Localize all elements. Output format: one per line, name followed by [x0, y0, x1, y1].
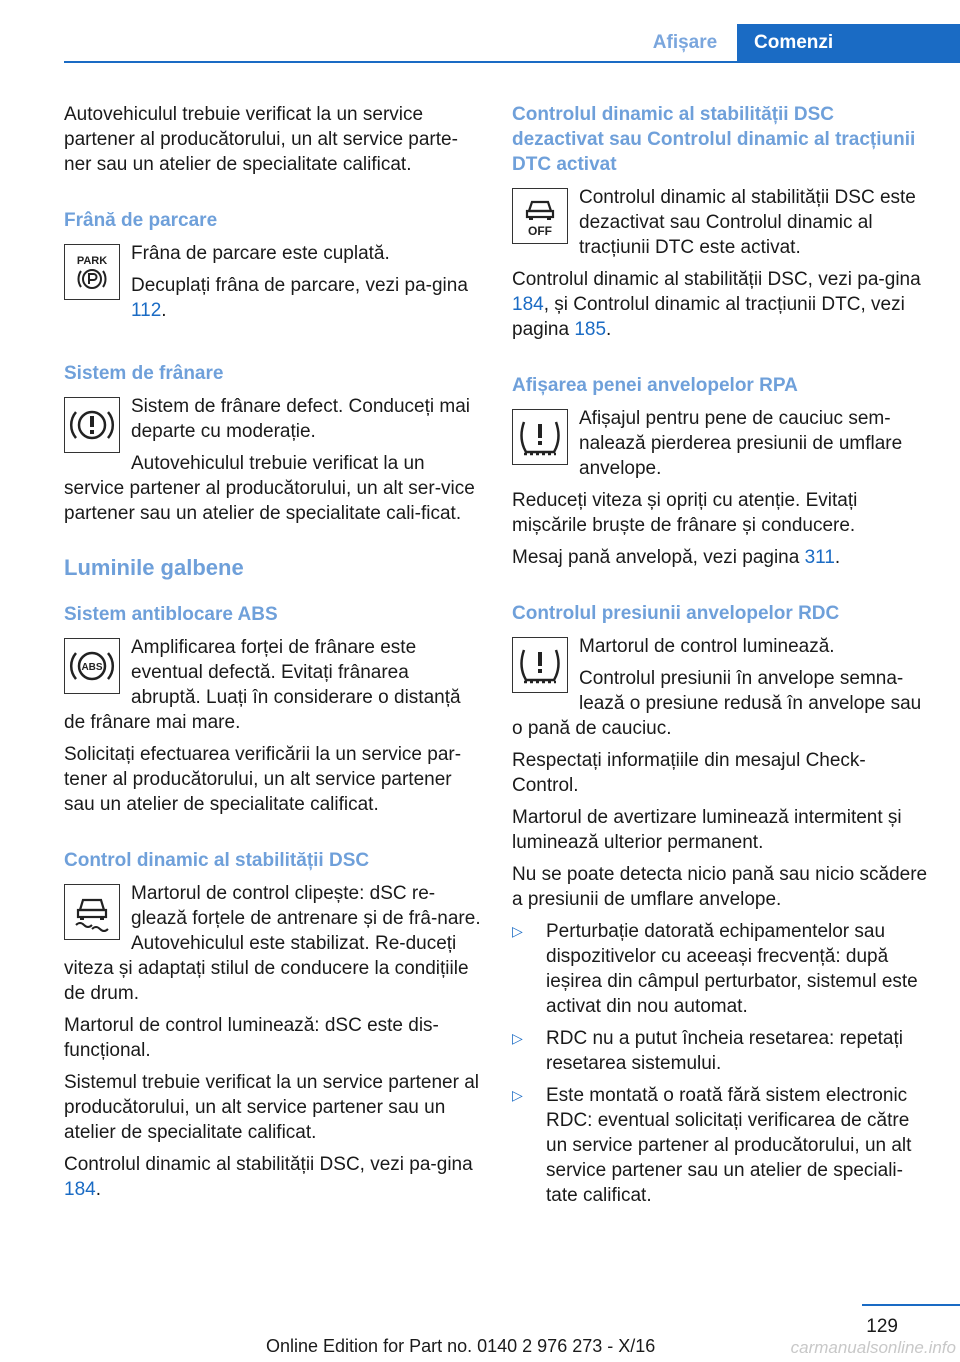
dsc-text-3: Sistemul trebuie verificat la un service partener al producătorului, un alt service partener sau un atelier de specialitate calificat. — [64, 1072, 480, 1143]
header-rule — [64, 61, 960, 63]
dsc-text-2: Martorul de control luminează: dSC este dis‐funcțional. — [64, 1015, 439, 1061]
park-text-1: Frâna de parcare este cuplată. — [131, 243, 390, 264]
header-tab-afisare[interactable]: Afișare — [652, 32, 718, 53]
page-link-112[interactable]: 112 — [131, 300, 162, 321]
abs-icon — [64, 638, 120, 694]
page-number: 129 — [866, 1316, 898, 1337]
park-text-2: Decuplați frâna de parcare, vezi pa‐gina 112. — [131, 275, 468, 321]
rdc-heading: Controlul presiunii anvelopelor RDC — [512, 603, 840, 624]
dsc-off-text-2: Controlul dinamic al stabilității DSC, vezi pa‐gina 184, și Controlul dinamic al tracțiunii DTC, vezi pagina 185. — [512, 269, 921, 340]
dsc-heading: Control dinamic al stabilității DSC — [64, 850, 370, 871]
park-icon-text: PARK — [76, 255, 108, 267]
triangle-bullet-icon: ▷ — [512, 1030, 523, 1046]
list-item: ▷ RDC nu a putut încheia resetarea: repetați resetarea sistemului. — [512, 1028, 903, 1074]
rdc-text-3: Respectați informațiile din mesajul Check-Control. — [512, 750, 866, 796]
dsc-off-text-1: Controlul dinamic al stabilității DSC este dezactivat sau Controlul dinamic al tracțiunii DTC este activat. — [579, 187, 916, 258]
yellow-lights-heading: Luminile galbene — [64, 555, 244, 580]
left-column — [64, 102, 482, 1209]
dsc-off-icon-text: OFF — [528, 224, 552, 238]
list-item: ▷ Perturbație datorată echipamentelor sau dispozitivelor cu aceeași frecvență: după ieșirea din câmpul perturbator, sistemul este activat din nou automat. — [512, 921, 918, 1017]
right-column — [512, 102, 930, 1215]
page-link-184-right[interactable]: 184 — [512, 294, 544, 315]
tire-pressure-warning-icon — [512, 409, 568, 465]
brake-text-2: Autovehiculul trebuie verificat la un service partener al producătorului, un alt ser‐vice partener sau un atelier de specialitate cali‐ficat. — [64, 453, 475, 524]
list-item: ▷ Este montată o roată fără sistem electronic RDC: eventual solicitați verificarea de către un service partener al producătorului, un alt service partener sau un atelier de speciali‐tate calificat. — [512, 1085, 912, 1206]
rdc-list — [512, 919, 930, 1208]
park-brake-icon — [64, 244, 120, 300]
brake-text-1: Sistem de frânare defect. Conduceți mai departe cu moderație. — [131, 396, 471, 442]
edition-text: Online Edition for Part no. 0140 2 976 273 - X/16 — [266, 1336, 656, 1356]
page-link-185[interactable]: 185 — [574, 319, 607, 340]
rdc-text-5: Nu se poate detecta nicio pană sau nicio scădere a presiunii de umflare anvelope. — [512, 864, 928, 910]
page-link-311[interactable]: 311 — [804, 547, 835, 568]
dsc-off-icon — [512, 188, 568, 244]
abs-text-2: Solicitați efectuarea verificării la un service par‐tener al producătorului, un alt service partener sau un atelier de specialitate calificat. — [64, 744, 462, 815]
triangle-bullet-icon: ▷ — [512, 1087, 523, 1103]
rpa-text-3: Mesaj pană anvelopă, vezi pagina 311. — [512, 547, 841, 568]
dsc-off-heading: Controlul dinamic al stabilității DSC dezactivat sau Controlul dinamic al tracțiunii DTC activat — [512, 104, 916, 175]
abs-heading: Sistem antiblocare ABS — [64, 604, 278, 625]
brake-system-heading: Sistem de frânare — [64, 363, 224, 384]
dsc-text-4: Controlul dinamic al stabilității DSC, vezi pa‐gina 184. — [64, 1154, 473, 1200]
footer-rule — [862, 1304, 960, 1306]
abs-text-1: Amplificarea forței de frânare este eventual defectă. Evitați frânarea abruptă. Luați în considerare o distanță de frânare mai mare. — [64, 637, 461, 733]
rdc-text-1: Martorul de control luminează. — [579, 636, 835, 657]
rpa-heading: Afișarea penei anvelopelor RPA — [512, 375, 798, 396]
rdc-warning-icon — [512, 637, 568, 693]
rdc-text-2: Controlul presiunii în anvelope semna‐lează o presiune redusă în anvelope sau o pană de cauciuc. — [512, 668, 922, 739]
watermark: carmanualsonline.info — [790, 1338, 956, 1357]
rpa-text-1: Afișajul pentru pene de cauciuc sem‐nalează pierderea presiunii de umflare anvelope. — [579, 408, 903, 479]
dsc-text-1: Martorul de control clipește: dSC re‐glează forțele de antrenare și de frâ‐nare. Autovehiculul este stabilizat. Re‐duceți viteza și adaptați stilul de conducere la condițiile de drum. — [64, 883, 481, 1004]
dsc-car-skid-icon — [64, 884, 120, 940]
page-link-184[interactable]: 184 — [64, 1179, 96, 1200]
intro-paragraph: Autovehiculul trebuie verificat la un service partener al producătorului, un alt service parte‐ner sau un atelier de specialitate calificat. — [64, 104, 458, 175]
rpa-text-2: Reduceți viteza și opriți cu atenție. Evitați mișcările bruște de frânare și conducere. — [512, 490, 858, 536]
parking-brake-heading: Frână de parcare — [64, 210, 218, 231]
header-tab-comenzi[interactable]: Comenzi — [737, 24, 960, 63]
abs-icon-text: ABS — [81, 662, 103, 673]
rdc-text-4: Martorul de avertizare luminează intermitent și luminează ulterior permanent. — [512, 807, 902, 853]
triangle-bullet-icon: ▷ — [512, 923, 523, 939]
brake-warning-icon — [64, 397, 120, 453]
